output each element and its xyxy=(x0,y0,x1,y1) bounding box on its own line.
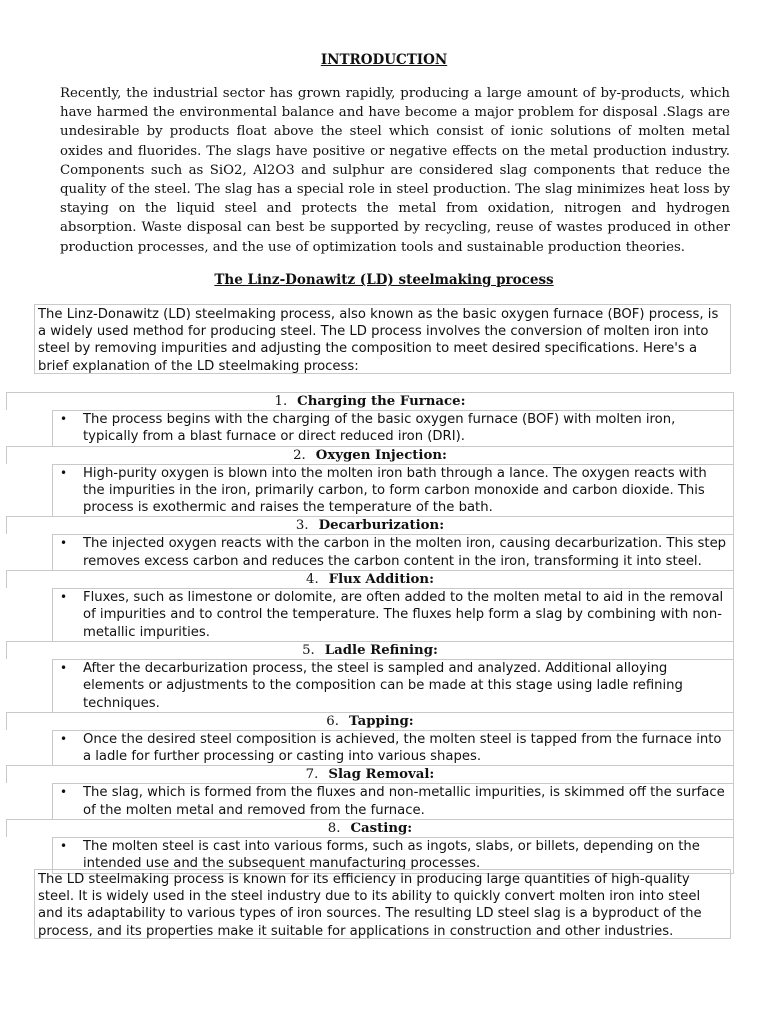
step-text: Fluxes, such as limestone or dolomite, are often added to the molten metal to aid in the removal of impurities and to control the temperature. The fluxes help form a slag by combining with non-metallic impurities. xyxy=(83,590,724,640)
step-label: Decarburization: xyxy=(318,518,445,534)
step-text: The molten steel is cast into various forms, such as ingots, slabs, or billets, depending on the intended use and the subsequent manufacturing processes. xyxy=(83,839,700,872)
step-text: The injected oxygen reacts with the carbon in the molten iron, causing decarburization. This step removes excess carbon and reduces the carbon content in the iron, transforming it into steel. xyxy=(83,536,727,569)
step-number: 5. xyxy=(302,642,315,658)
step-number: 3. xyxy=(295,518,309,534)
step-number: 4. xyxy=(305,572,319,588)
ld-process-heading: The Linz-Donawitz (LD) steelmaking process xyxy=(214,272,554,288)
step-number: 7. xyxy=(305,767,319,783)
step-heading xyxy=(6,570,734,588)
step-number: 2. xyxy=(293,447,306,463)
step-label: Ladle Refining: xyxy=(324,642,438,658)
bullet-icon: • xyxy=(60,660,68,675)
step-text: High-purity oxygen is blown into the molten iron bath through a lance. The oxygen reacts with the impurities in the iron, primarily carbon, to form carbon monoxide and carbon dioxide. This process is exothermic and raises the temperature of the bath. xyxy=(83,465,707,516)
step-label: Flux Addition: xyxy=(328,572,434,588)
step-text: After the decarburization process, the steel is sampled and analyzed. Additional alloying elements or adjustments to the composition can be made at this stage using ladle refining techniques. xyxy=(83,660,683,711)
ld-overview-paragraph: The Linz-Donawitz (LD) steelmaking process, also known as the basic oxygen furnace (BOF) process, is a widely used method for producing steel. The LD process involves the conversion of molten iron into steel by removing impurities and adjusting the composition to meet desired specifications. Here's a brief explanation of the LD steelmaking process: xyxy=(34,304,731,374)
step-text: The process begins with the charging of the basic oxygen furnace (BOF) with molten iron, typically from a blast furnace or direct reduced iron (DRI). xyxy=(83,412,676,445)
step-heading xyxy=(6,819,734,837)
step-description xyxy=(52,783,734,819)
step-heading xyxy=(6,392,734,410)
step-heading xyxy=(6,641,734,659)
step-text: Once the desired steel composition is achieved, the molten steel is tapped from the furnace into a ladle for further processing or casting into various shapes. xyxy=(83,731,722,765)
step-description xyxy=(52,730,734,766)
process-steps-list xyxy=(6,392,734,874)
bullet-icon: • xyxy=(60,465,68,480)
step-label: Oxygen Injection: xyxy=(315,447,447,463)
introduction-title: INTRODUCTION xyxy=(320,52,448,68)
introduction-paragraph: Recently, the industrial sector has grown rapidly, producing a large amount of by-products, which have harmed the environmental balance and have become a major problem for disposal .Slags are undesirable by products float above the steel which consist of ionic solutions of molten metal oxides and fluorides. The slags have positive or negative effects on the metal production industry. Components such as SiO2, Al2O3 and sulphur are considered slag components that reduce the quality of the steel. The slag has a special role in steel production. The slag minimizes heat loss by staying on the liquid steel and protects the metal from oxidation, nitrogen and hydrogen absorption. Waste disposal can best be supported by recycling, reuse of wastes produced in other production processes, and the use of optimization tools and sustainable production theories. xyxy=(60,86,730,255)
step-number: 1. xyxy=(274,394,288,409)
bullet-icon: • xyxy=(60,536,68,551)
step-label: Slag Removal: xyxy=(328,767,435,783)
step-description xyxy=(52,659,734,712)
step-heading xyxy=(6,446,734,464)
ld-conclusion-paragraph: The LD steelmaking process is known for its efficiency in producing large quantities of high-quality steel. It is widely used in the steel industry due to its ability to quickly convert molten iron into steel and its adaptability to various types of iron sources. The resulting LD steel slag is a byproduct of the process, and its properties make it suitable for applications in construction and other industries. xyxy=(34,869,731,939)
step-number: 6. xyxy=(326,713,339,729)
step-heading xyxy=(6,712,734,730)
step-label: Charging the Furnace: xyxy=(297,394,466,409)
bullet-icon: • xyxy=(60,731,68,746)
step-label: Casting: xyxy=(350,821,413,837)
step-label: Tapping: xyxy=(348,713,414,729)
bullet-icon: • xyxy=(60,590,68,605)
bullet-icon: • xyxy=(60,839,68,854)
step-text: The slag, which is formed from the fluxes and non-metallic impurities, is skimmed off the surface of the molten metal and removed from the furnace. xyxy=(83,785,725,818)
step-number: 8. xyxy=(327,821,341,837)
step-heading xyxy=(6,516,734,534)
step-description xyxy=(52,837,734,873)
bullet-icon: • xyxy=(60,785,68,800)
bullet-icon: • xyxy=(60,412,68,426)
step-description xyxy=(52,410,734,446)
step-description xyxy=(52,588,734,641)
step-heading xyxy=(6,765,734,783)
step-description xyxy=(52,464,734,517)
step-description xyxy=(52,534,734,570)
